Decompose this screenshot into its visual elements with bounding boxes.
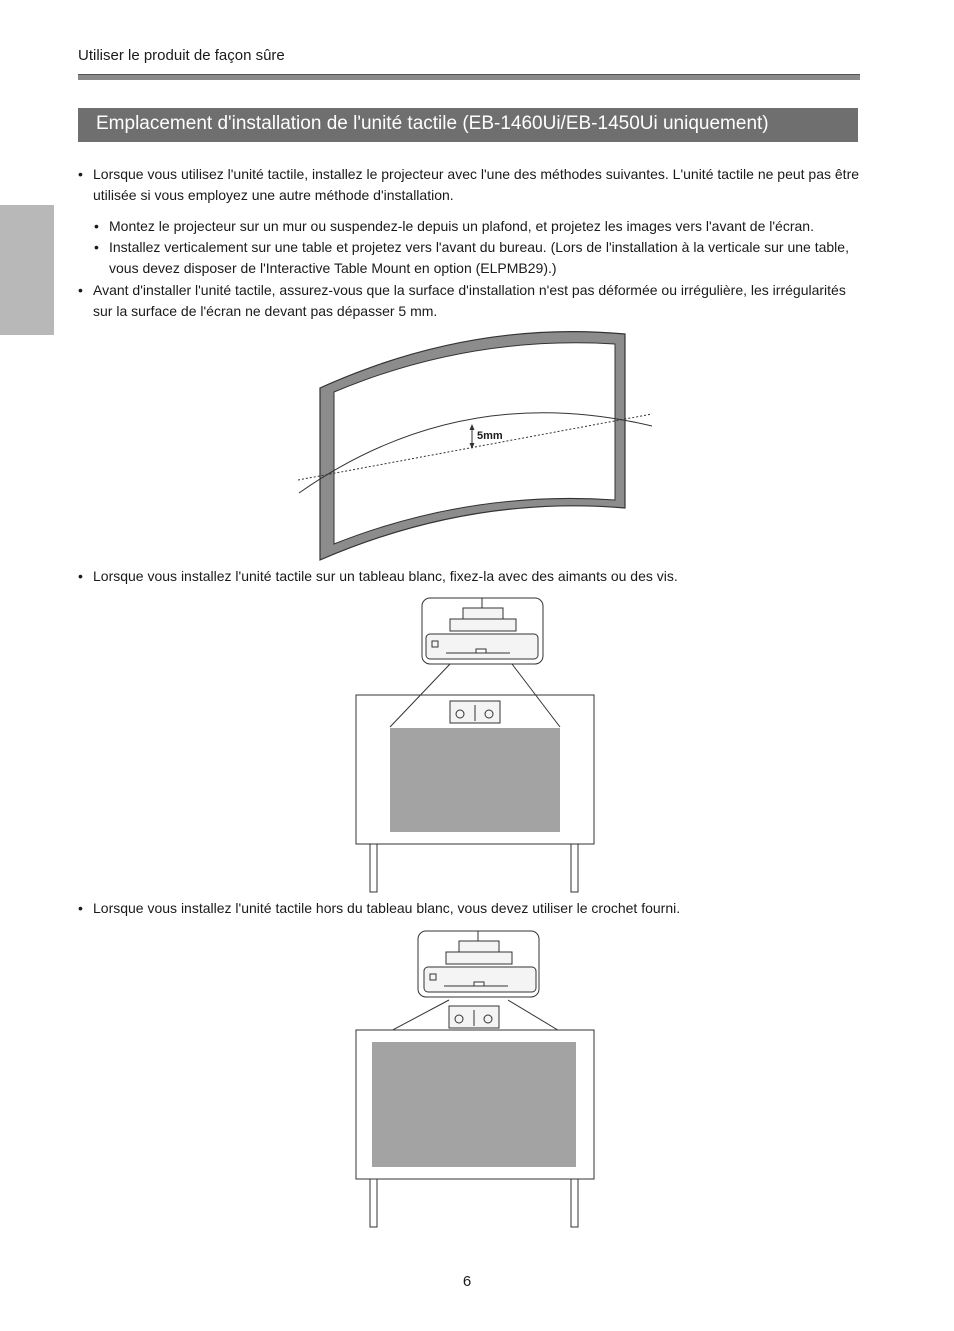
leg-left — [370, 1179, 377, 1227]
leg-left — [370, 844, 377, 892]
sub-bullet-table-mount — [94, 237, 860, 279]
header-rule — [78, 74, 860, 80]
bullet-text: Montez le projecteur sur un mur ou suspendez-le depuis un plafond, et projetez les images vers l'avant de l'écran. — [109, 218, 814, 234]
bullet-text: Lorsque vous installez l'unité tactile sur un tableau blanc, fixez-la avec des aimants ou des vis. — [93, 568, 678, 584]
sub-bullet-wall-mount — [94, 216, 860, 237]
bullet-text: Installez verticalement sur une table et projetez vers l'avant du bureau. (Lors de l'installation à la verticale sur une table, vous devez disposer de l'Interactive Table Mount en option (ELPMB29).) — [109, 239, 849, 276]
touch-unit-icon — [450, 701, 500, 723]
chapter-side-tab — [0, 205, 54, 335]
bullet-text: Lorsque vous installez l'unité tactile hors du tableau blanc, vous devez utiliser le crochet fourni. — [93, 900, 681, 916]
leg-right — [571, 1179, 578, 1227]
section-title: Emplacement d'installation de l'unité tactile (EB-1460Ui/EB-1450Ui uniquement) — [78, 108, 858, 142]
bullet-text: Lorsque vous utilisez l'unité tactile, installez le projecteur avec l'une des méthodes suivantes. L'unité tactile ne peut pas être utilisée si vous employez une autre méthode d'installation. — [93, 166, 860, 203]
bullet-methods-intro — [78, 164, 860, 206]
leg-right — [571, 844, 578, 892]
projection-area — [390, 728, 560, 832]
bullet-surface-check — [78, 280, 860, 322]
page-number: 6 — [462, 1273, 472, 1290]
curved-screen-illustration — [290, 330, 660, 565]
bullet-marker: • — [78, 568, 83, 584]
bullet-outside-whiteboard — [78, 898, 860, 919]
bullet-marker: • — [78, 166, 83, 182]
outside-whiteboard-installation-illustration — [350, 928, 602, 1230]
bullet-marker: • — [78, 282, 83, 298]
dimension-label: 5mm — [477, 430, 503, 442]
bullet-marker: • — [78, 900, 83, 916]
bullet-text: Avant d'installer l'unité tactile, assurez-vous que la surface d'installation n'est pas déformée ou irrégulière, les irrégularités sur la surface de l'écran ne devant pas dépasser 5 mm. — [93, 282, 846, 319]
bullet-marker: • — [94, 239, 99, 255]
whiteboard-installation-illustration — [350, 595, 602, 895]
bullet-marker: • — [94, 218, 99, 234]
running-header: Utiliser le produit de façon sûre — [78, 47, 285, 64]
projection-area — [372, 1042, 576, 1167]
bullet-whiteboard-magnets — [78, 566, 860, 587]
touch-unit-icon — [449, 1006, 499, 1028]
